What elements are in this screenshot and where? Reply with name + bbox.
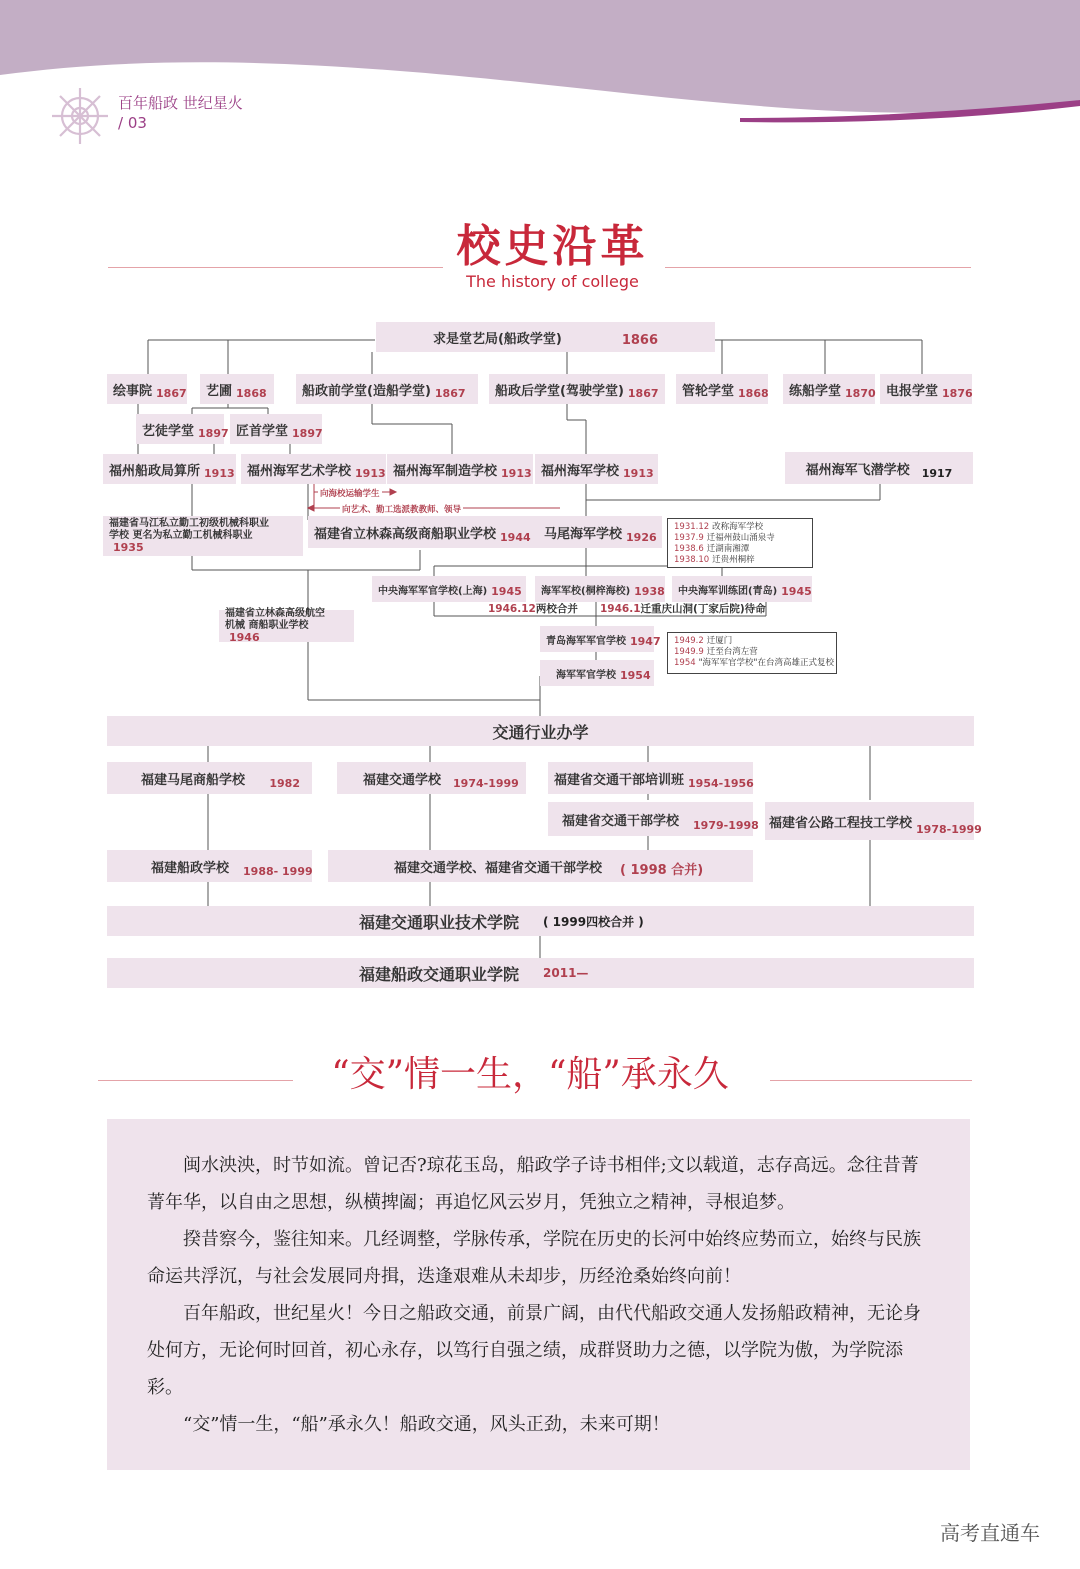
note-naval-moves: 1949.2 迁厦门 1949.9 迁至台湾左营 1954 "海军军官学校"在台湾高雄正式复校: [667, 632, 837, 674]
node-feiqian-school: 福州海军飞潜学校 1917: [785, 452, 973, 484]
arrow-label-transfer: 向海校运输学生: [320, 489, 380, 499]
header-title: 百年船政 世纪星火: [118, 94, 243, 112]
node-chuanzheng-school: 福建船政学校 1988- 1999: [107, 850, 312, 882]
node-tongzi-school: 海军军校(桐梓海校) 1938: [535, 576, 665, 602]
node-yipu: 艺圃 1868: [200, 374, 274, 404]
node-cadre-school: 福建省交通干部学校 1979-1998: [548, 802, 753, 836]
note-mawei-moves: 1931.12 改称海军学校 1937.9 迁福州鼓山涌泉寺 1938.6 迁湖南湘潭 1938.10 迁贵州桐梓: [667, 518, 813, 568]
node-central-naval-shanghai: 中央海军军官学校(上海) 1945: [372, 576, 526, 602]
essay-paragraph-4: “交”情一生，“船”承永久！船政交通，风头正劲，未来可期！: [183, 1414, 670, 1435]
node-guanlun: 管轮学堂 1868: [676, 374, 768, 404]
node-jiangshou: 匠首学堂 1897: [230, 414, 322, 444]
node-rear-school: 船政后学堂(驾驶学堂) 1867: [489, 374, 665, 404]
essay-rule-left: [98, 1080, 293, 1081]
node-yishu-school: 福州海军艺术学校 1913: [241, 454, 386, 484]
node-cadre-training: 福建省交通干部培训班 1954-1956: [548, 762, 753, 794]
node-front-school: 船政前学堂(造船学堂) 1867: [296, 374, 478, 404]
node-linsen-aviation: 福建省立林森高级航空机械 商船职业学校 1946: [219, 610, 354, 642]
node-dianbao: 电报学堂 1876: [880, 374, 972, 404]
node-mawei-school: 马尾海军学校 1926: [538, 516, 662, 548]
node-fujian-transport: 福建交通学校 1974-1999: [337, 762, 526, 794]
history-title: 校史沿革: [456, 221, 649, 272]
node-suansuo: 福州船政局算所 1913: [103, 454, 236, 484]
node-highway-school: 福建省公路工程技工学校 1978-1999: [765, 802, 974, 840]
arrow-label-teachers: 向艺术、勤工选派教教师、领导: [342, 505, 462, 515]
essay-panel: [107, 1119, 970, 1470]
page-number: / 03: [118, 114, 147, 132]
root-node: 求是堂艺局(船政学堂) 1866: [376, 322, 715, 352]
essay-paragraph-1: 闽水泱泱，时节如流。曾记否?琼花玉岛，船政学子诗书相伴;文以载道，志存高远。念往昔菁菁年华，以自由之思想，纵横捭阖；再追忆风云岁月，凭独立之精神，寻根追梦。: [147, 1155, 919, 1213]
node-linsen-school: 福建省立林森高级商船职业学校 1944: [308, 516, 538, 548]
essay-rule-right: [770, 1080, 972, 1081]
band-vocational-college: 福建交通职业技术学院 ( 1999四校合并 ): [107, 906, 974, 936]
node-lianchuan: 练船学堂 1870: [783, 374, 875, 404]
node-zhizao-school: 福州海军制造学校 1913: [387, 454, 533, 484]
essay-title: “交”情一生，“船”承永久: [331, 1054, 729, 1095]
node-huishiyuan: 绘事院 1867: [107, 374, 187, 404]
node-qingdao-training: 中央海军训练团(青岛) 1945: [672, 576, 812, 602]
node-merged-1998: 福建交通学校、福建省交通干部学校 ( 1998 合并): [328, 850, 753, 882]
watermark: 高考直通车: [940, 1521, 1040, 1545]
node-mawei-merchant: 福建马尾商船学校 1982: [107, 762, 312, 794]
merge-1946-1: 1946.1迁重庆山洞(丁家后院)待命: [600, 603, 766, 615]
merge-1946-12: 1946.12两校合并: [488, 603, 578, 615]
history-subtitle: The history of college: [466, 272, 639, 291]
node-qingong-school: 福建省马江私立勤工初级机械科职业学校 更名为私立勤工机械科职业 1935: [103, 516, 303, 556]
node-naval-officer: 海军军官学校 1954: [540, 660, 654, 686]
band-transport-industry: 交通行业办学: [107, 716, 974, 746]
node-haijun-school: 福州海军学校 1913: [535, 454, 658, 484]
node-yitu: 艺徒学堂 1897: [136, 414, 224, 444]
essay-paragraph-3: 百年船政，世纪星火！今日之船政交通，前景广阔，由代代船政交通人发扬船政精神，无论身处何方，无论何时回首，初心永存，以笃行自强之绩，成群贤助力之德，以学院为傲，为学院添彩。: [147, 1303, 921, 1398]
node-qingdao-officer: 青岛海军军官学校 1947: [540, 626, 654, 652]
band-current-college: 福建船政交通职业学院 2011—: [107, 958, 974, 988]
essay-paragraph-2: 揆昔察今，鉴往知来。几经调整，学脉传承，学院在历史的长河中始终应势而立，始终与民族命运共浮沉，与社会发展同舟揖，迭逢艰难从未却步，历经沧桑始终向前！: [147, 1229, 921, 1287]
